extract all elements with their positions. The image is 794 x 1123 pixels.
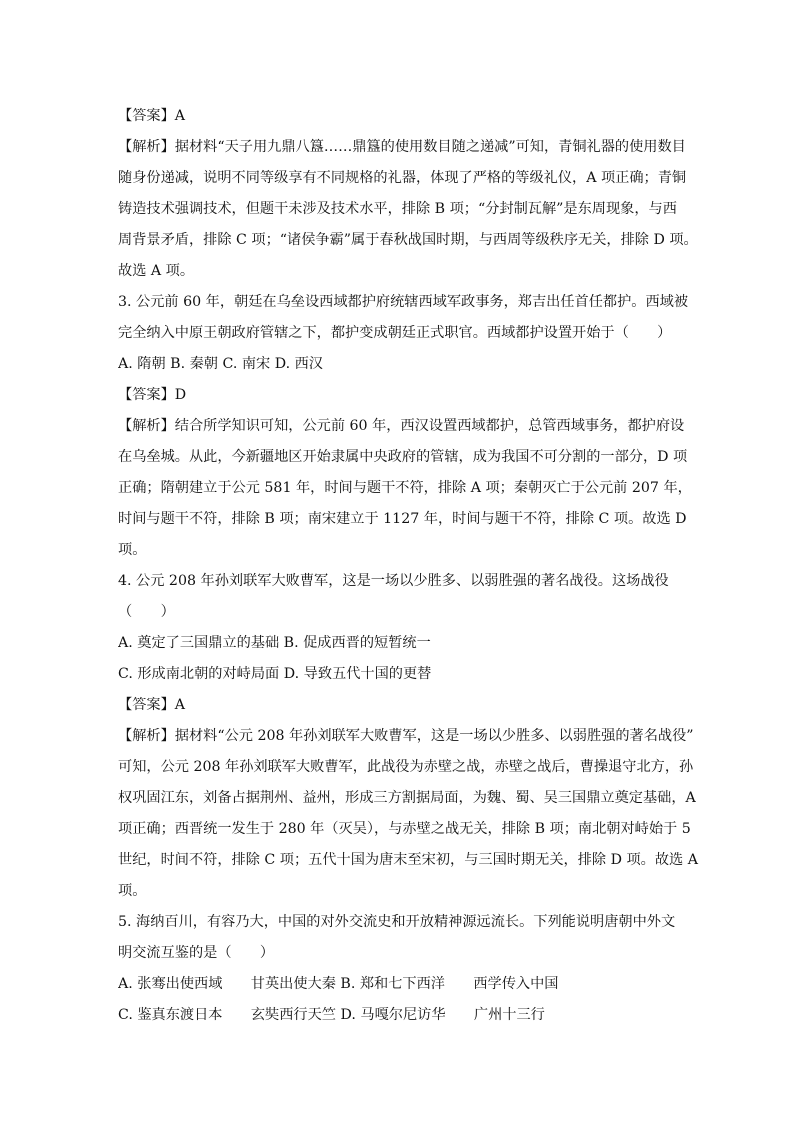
analysis-text: 项。 bbox=[118, 883, 147, 899]
answer-label: 【答案】A bbox=[118, 108, 185, 124]
analysis-text: 【解析】结合所学知识可知，公元前 60 年，西汉设置西域都护，总管西域事务，都护府设 bbox=[118, 418, 685, 434]
analysis-text: 项。 bbox=[118, 542, 147, 558]
question-text: 3. 公元前 60 年，朝廷在乌垒设西域都护府统辖西域军政事务，郑吉出任首任都护。西域被 bbox=[118, 294, 689, 310]
document-body bbox=[118, 101, 704, 1031]
question-text: 4. 公元 208 年孙刘联军大败曹军，这是一场以少胜多、以弱胜强的著名战役。这场战役 bbox=[118, 573, 669, 589]
question-text: 完全纳入中原王朝政府管辖之下，都护变成朝廷正式职官。西域都护设置开始于（ ） bbox=[118, 325, 672, 341]
analysis-text: 【解析】据材料“天子用九鼎八簋……鼎簋的使用数目随之递减”可知，青铜礼器的使用数目 bbox=[118, 139, 686, 155]
question-options: C. 鉴真东渡日本 玄奘西行天竺 D. 马嘎尔尼访华 广州十三行 bbox=[118, 1007, 545, 1023]
analysis-text: 随身份递减，说明不同等级享有不同规格的礼器，体现了严格的等级礼仪，A 项正确；青铜 bbox=[118, 170, 687, 186]
question-options: A. 张骞出使西域 甘英出使大秦 B. 郑和七下西洋 西学传入中国 bbox=[118, 976, 559, 992]
analysis-text: 铸造技术强调技术，但题干未涉及技术水平，排除 B 项；“分封制瓦解”是东周现象，与西 bbox=[118, 201, 677, 217]
analysis-text: 在乌垒城。从此，今新疆地区开始隶属中央政府的管辖，成为我国不可分割的一部分，D 项 bbox=[118, 449, 688, 465]
question-options: C. 形成南北朝的对峙局面 D. 导致五代十国的更替 bbox=[118, 666, 432, 682]
question-text: （ ） bbox=[118, 604, 175, 620]
question-text: 明交流互鉴的是（ ） bbox=[118, 945, 275, 961]
answer-label: 【答案】A bbox=[118, 697, 185, 713]
analysis-text: 世纪，时间不符，排除 C 项；五代十国为唐末至宋初，与三国时期无关，排除 D 项。故选 A bbox=[118, 852, 698, 868]
analysis-text: 时间与题干不符，排除 B 项；南宋建立于 1127 年，时间与题干不符，排除 C 项。故选 D bbox=[118, 511, 687, 527]
question-text: 5. 海纳百川，有容乃大，中国的对外交流史和开放精神源远流长。下列能说明唐朝中外文 bbox=[118, 914, 676, 930]
analysis-text: 可知，公元 208 年孙刘联军大败曹军，此战役为赤壁之战，赤壁之战后，曹操退守北方，孙 bbox=[118, 759, 694, 775]
analysis-text: 项正确；西晋统一发生于 280 年（灭吴），与赤壁之战无关，排除 B 项；南北朝对峙始于 5 bbox=[118, 821, 691, 837]
question-options: A. 隋朝 B. 秦朝 C. 南宋 D. 西汉 bbox=[118, 356, 323, 372]
analysis-text: 正确；隋朝建立于公元 581 年，时间与题干不符，排除 A 项；秦朝灭亡于公元前 207 年， bbox=[118, 480, 692, 496]
question-options: A. 奠定了三国鼎立的基础 B. 促成西晋的短暂统一 bbox=[118, 635, 431, 651]
analysis-text: 【解析】据材料“公元 208 年孙刘联军大败曹军，这是一场以少胜多、以弱胜强的著名战役” bbox=[118, 728, 694, 744]
answer-label: 【答案】D bbox=[118, 387, 187, 403]
analysis-text: 权巩固江东，刘备占据荆州、益州，形成三方割据局面，为魏、蜀、吴三国鼎立奠定基础，A bbox=[118, 790, 696, 806]
analysis-text: 故选 A 项。 bbox=[118, 263, 195, 279]
analysis-text: 周背景矛盾，排除 C 项；“诸侯争霸”属于春秋战国时期，与西周等级秩序无关，排除 D 项。 bbox=[118, 232, 698, 248]
